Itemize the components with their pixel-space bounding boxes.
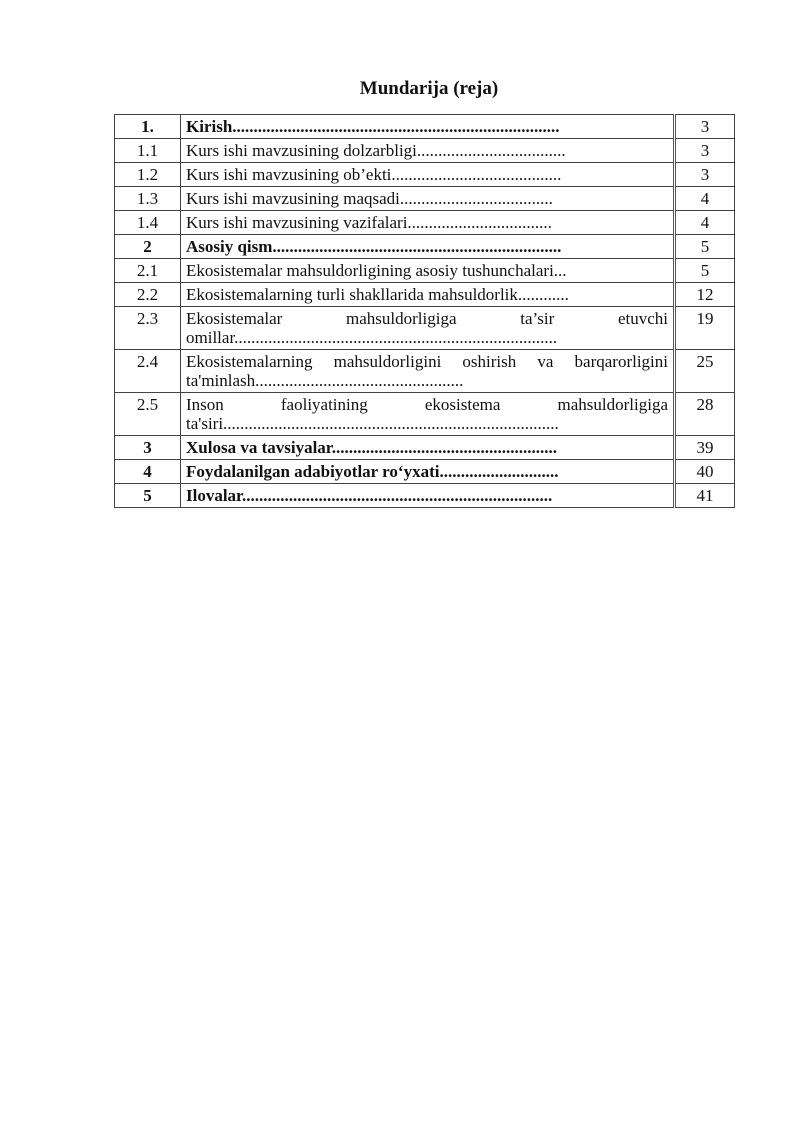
toc-page-number: 3 — [675, 163, 735, 187]
toc-row — [115, 115, 735, 139]
toc-row — [115, 393, 735, 436]
toc-body — [115, 115, 735, 508]
toc-section-number: 2.3 — [115, 307, 181, 350]
toc-section-title: Kurs ishi mavzusining maqsadi.................................... — [181, 187, 675, 211]
toc-page-number: 41 — [675, 484, 735, 508]
toc-page-number: 5 — [675, 259, 735, 283]
toc-section-title: Xulosa va tavsiyalar..................................................... — [181, 436, 675, 460]
toc-page-number: 39 — [675, 436, 735, 460]
toc-section-title: Kurs ishi mavzusining ob’ekti........................................ — [181, 163, 675, 187]
toc-page-number: 4 — [675, 187, 735, 211]
toc-row — [115, 307, 735, 350]
toc-page-number: 3 — [675, 139, 735, 163]
toc-section-number: 1. — [115, 115, 181, 139]
toc-page-number: 3 — [675, 115, 735, 139]
toc-row — [115, 460, 735, 484]
toc-row — [115, 259, 735, 283]
toc-section-title: Ilovalar......................................................................... — [181, 484, 675, 508]
toc-section-title: Ekosistemalar mahsuldorligiga ta’sir etuvchi omillar............................................................................ — [181, 307, 675, 350]
toc-row — [115, 139, 735, 163]
toc-row — [115, 484, 735, 508]
toc-section-title: Inson faoliyatining ekosistema mahsuldorligiga ta'siri............................................................................... — [181, 393, 675, 436]
toc-row — [115, 283, 735, 307]
toc-row — [115, 436, 735, 460]
toc-section-number: 3 — [115, 436, 181, 460]
toc-row — [115, 235, 735, 259]
table-of-contents — [114, 114, 735, 508]
toc-section-number: 1.4 — [115, 211, 181, 235]
toc-section-title: Asosiy qism.................................................................... — [181, 235, 675, 259]
toc-row — [115, 350, 735, 393]
toc-section-number: 2.5 — [115, 393, 181, 436]
toc-page-number: 4 — [675, 211, 735, 235]
toc-section-title: Ekosistemalarning mahsuldorligini oshirish va barqarorligini ta'minlash................................................. — [181, 350, 675, 393]
toc-section-number: 1.1 — [115, 139, 181, 163]
toc-section-title: Kurs ishi mavzusining vazifalari.................................. — [181, 211, 675, 235]
toc-row — [115, 211, 735, 235]
toc-row — [115, 187, 735, 211]
toc-section-number: 1.3 — [115, 187, 181, 211]
toc-section-number: 4 — [115, 460, 181, 484]
toc-section-number: 2 — [115, 235, 181, 259]
page-title: Mundarija (reja) — [359, 78, 499, 99]
toc-section-number: 2.4 — [115, 350, 181, 393]
toc-section-title: Foydalanilgan adabiyotlar ro‘yxati............................ — [181, 460, 675, 484]
toc-section-number: 1.2 — [115, 163, 181, 187]
toc-section-title: Kirish............................................................................. — [181, 115, 675, 139]
toc-page-number: 25 — [675, 350, 735, 393]
toc-page-number: 12 — [675, 283, 735, 307]
toc-page-number: 40 — [675, 460, 735, 484]
toc-section-number: 2.1 — [115, 259, 181, 283]
toc-section-title: Ekosistemalarning turli shakllarida mahsuldorlik............ — [181, 283, 675, 307]
toc-page-number: 19 — [675, 307, 735, 350]
toc-section-number: 5 — [115, 484, 181, 508]
toc-section-title: Kurs ishi mavzusining dolzarbligi................................... — [181, 139, 675, 163]
toc-section-title: Ekosistemalar mahsuldorligining asosiy tushunchalari... — [181, 259, 675, 283]
toc-row — [115, 163, 735, 187]
toc-page-number: 28 — [675, 393, 735, 436]
toc-page-number: 5 — [675, 235, 735, 259]
toc-section-number: 2.2 — [115, 283, 181, 307]
